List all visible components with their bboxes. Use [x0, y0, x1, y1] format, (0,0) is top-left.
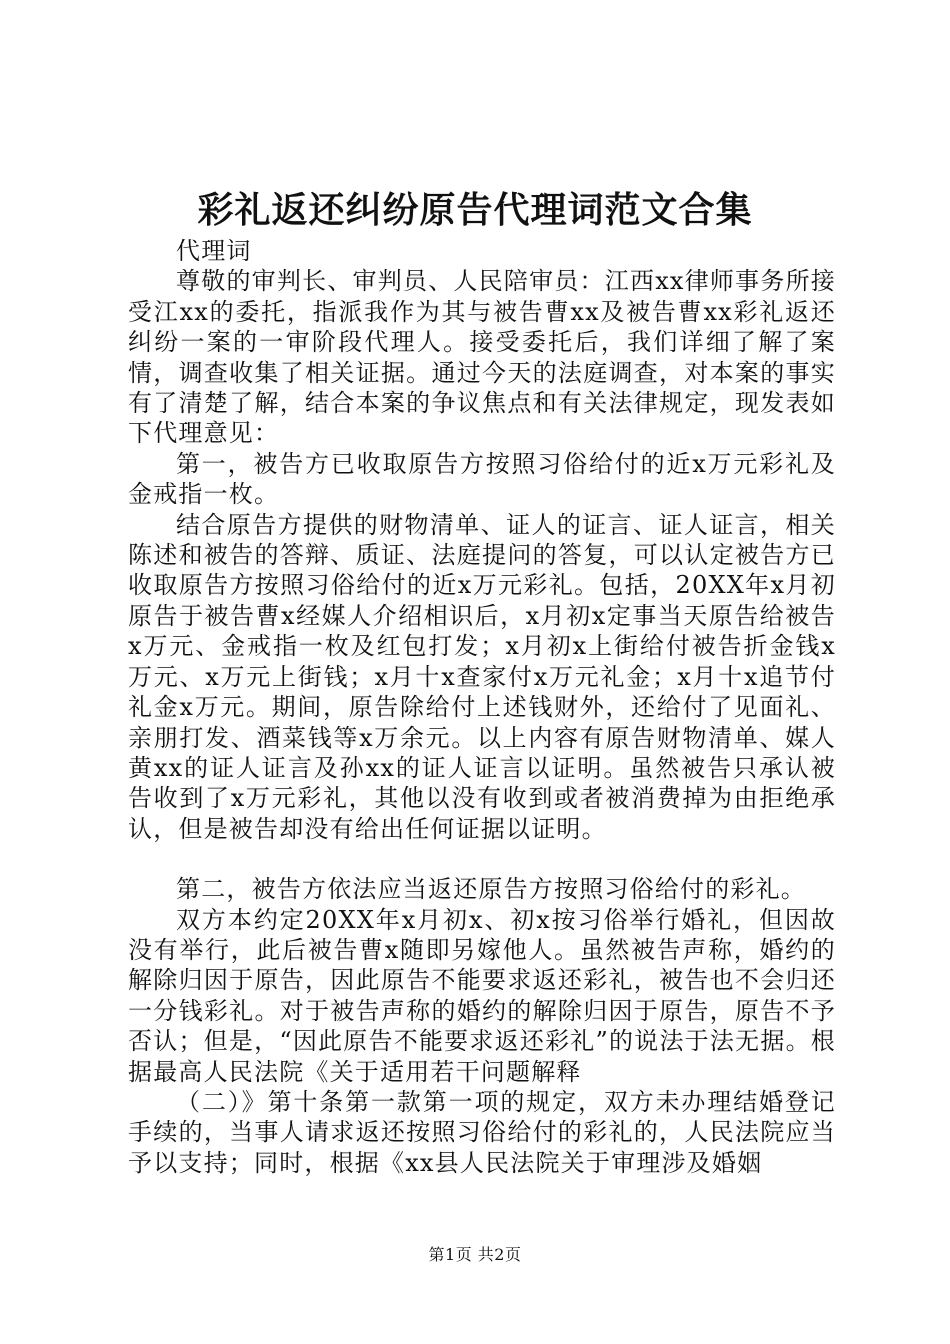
paragraph-point-two-detail: 双方本约定20XX年x月初x、初x按习俗举行婚礼，但因故没有举行，此后被告曹x随即另嫁他人。虽然被告声称，婚约的解除归因于原告，因此原告不能要求返还彩礼，被告也不会归还一分钱彩礼。对于被告声称的婚约的解除归因于原告，原告不予否认；但是，“因此原告不能要求返还彩礼”的说法于法无据。根据最高人民法院《关于适用若干问题解释	[128, 905, 836, 1086]
paragraph-point-one: 第一，被告方已收取原告方按照习俗给付的近x万元彩礼及金戒指一枚。	[128, 449, 836, 509]
paragraph-heading: 代理词	[176, 237, 252, 265]
paragraph-point-one-detail: 结合原告方提供的财物清单、证人的证言、证人证言，相关陈述和被告的答辩、质证、法庭提问的答复，可以认定被告方已收取原告方按照习俗给付的近x万元彩礼。包括，20XX年x月初原告于被告曹x经媒人介绍相识后，x月初x定事当天原告给被告x万元、金戒指一枚及红包打发；x月初x上街给付被告折金钱x万元、x万元上街钱；x月十x查家付x万元礼金；x月十x追节付礼金x万元。期间，原告除给付上述钱财外，还给付了见面礼、亲朋打发、酒菜钱等x万余元。以上内容有原告财物清单、媒人黄xx的证人证言及孙xx的证人证言以证明。虽然被告只承认被告收到了x万元彩礼，其他以没有收到或者被消费掉为由拒绝承认，但是被告却没有给出任何证据以证明。	[128, 510, 836, 843]
page-footer: 第1页 共2页	[428, 1245, 522, 1264]
document-title: 彩礼返还纠纷原告代理词范文合集	[197, 189, 753, 231]
paragraph-point-two: 第二，被告方依法应当返还原告方按照习俗给付的彩礼。	[176, 875, 806, 904]
paragraph-legal-basis: （二）》第十条第一款第一项的规定，双方未办理结婚登记手续的，当事人请求返还按照习俗给付的彩礼的，人民法院应当予以支持；同时，根据《xx县人民法院关于审理涉及婚姻	[128, 1087, 836, 1177]
paragraph-intro: 尊敬的审判长、审判员、人民陪审员：江西xx律师事务所接受江xx的委托，指派我作为其与被告曹xx及被告曹xx彩礼返还纠纷一案的一审阶段代理人。接受委托后，我们详细了解了案情，调查收集了相关证据。通过今天的法庭调查，对本案的事实有了清楚了解，结合本案的争议焦点和有关法律规定，现发表如下代理意见：	[128, 267, 836, 448]
document-body	[128, 236, 836, 1178]
